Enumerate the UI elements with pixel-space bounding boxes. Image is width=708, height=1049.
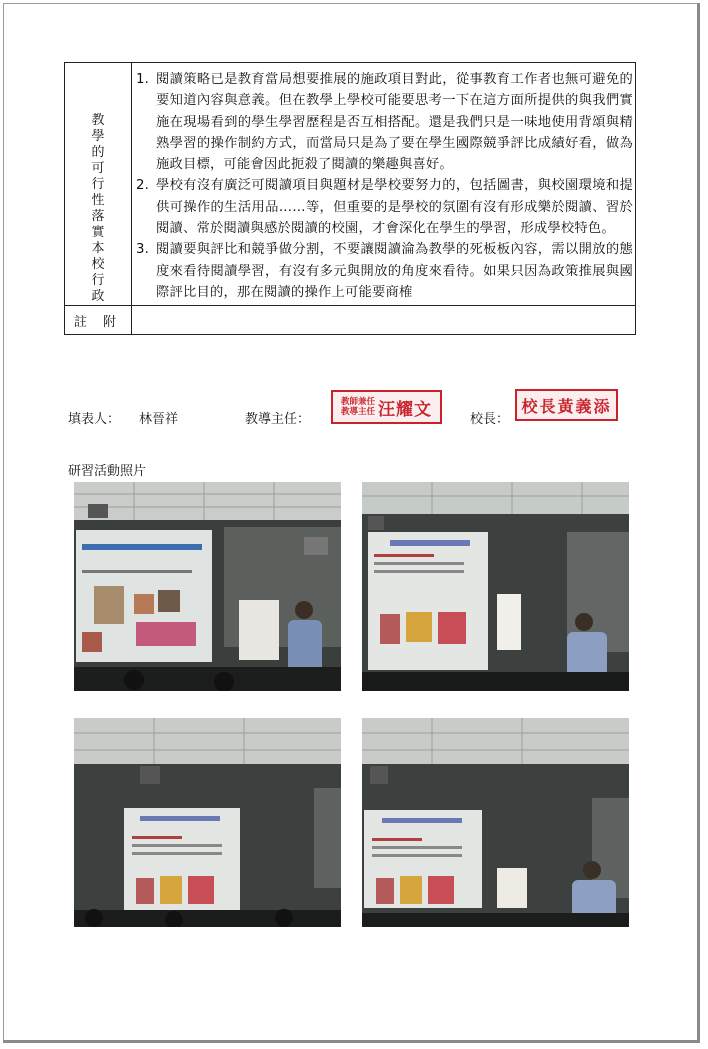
side-label-cell xyxy=(65,63,132,306)
content-cell xyxy=(132,63,636,306)
item-text: 閱讀策略已是教育當局想要推展的施政項目對此，從事教育工作者也無可避免的要知道內容與意義。但在教學上學校可能要思考一下在這方面所提供的與我們實施在現場看到的學生學習歷程是否互相搭配。還是我們只是一味地使用背頌與精熟學習的操作制約方式，而當局只是為了要在學生國際競爭評比成績好看，做為施政目標，可能會因此扼殺了閱讀的樂趣與喜好。 xyxy=(156,72,633,173)
side-label xyxy=(65,63,131,305)
note-value xyxy=(132,306,636,335)
side-label-char: 可 xyxy=(91,161,105,176)
side-label-char: 性 xyxy=(91,193,105,208)
side-label-char: 行 xyxy=(91,177,105,192)
activity-photo xyxy=(362,482,629,691)
evaluation-row xyxy=(65,63,636,306)
list-item xyxy=(136,69,633,175)
activity-photo xyxy=(74,718,341,927)
item-number: 3. xyxy=(136,242,150,258)
side-label-char: 學 xyxy=(91,129,105,144)
list-item xyxy=(136,175,633,239)
side-label-char: 落 xyxy=(91,209,105,224)
side-label-char: 教 xyxy=(91,113,105,128)
side-label-char: 本 xyxy=(91,241,105,256)
side-label-char: 行 xyxy=(91,273,105,288)
director-label: 教導主任： xyxy=(245,412,311,427)
filler-name: 林晉祥 xyxy=(139,412,179,427)
reflection-list xyxy=(132,63,635,305)
side-label-char: 的 xyxy=(91,145,105,160)
principal-label: 校長： xyxy=(470,412,510,427)
item-text: 學校有沒有廣泛可閱讀項目與題材是學校要努力的，包括圖書，與校園環境和提供可操作的生活用品……等，但重要的是學校的氛圍有沒有形成樂於閱讀、習於閱讀、常於閱讀與感於閱讀的校園，才會深化在學生的學習，形成學校特色。 xyxy=(156,178,633,237)
activity-photo xyxy=(74,482,341,691)
item-text: 閱讀要與評比和競爭做分割，不要讓閱讀淪為教學的死板板內容，需以開放的態度來看待閱讀學習，有沒有多元與開放的角度來看待。如果只因為政策推展與國際評比目的，那在閱讀的操作上可能要商榷 xyxy=(156,242,633,300)
side-label-char: 校 xyxy=(91,257,105,272)
item-number: 2. xyxy=(136,178,150,194)
filler-label: 填表人： xyxy=(68,412,121,427)
activity-photo xyxy=(362,718,629,927)
item-number: 1. xyxy=(136,72,150,87)
note-row xyxy=(65,306,636,335)
side-label-char: 實 xyxy=(91,225,105,240)
side-label-char: 政 xyxy=(91,289,105,304)
note-label: 註 附 xyxy=(65,306,132,335)
director-seal-title: 教師兼任 教導主任 xyxy=(340,397,375,417)
director-seal xyxy=(331,390,442,424)
director-seal-name: 汪耀文 xyxy=(378,399,432,420)
evaluation-table xyxy=(64,62,636,335)
photos-section-title: 研習活動照片 xyxy=(68,464,147,479)
principal-seal: 校長黃義添 xyxy=(515,389,618,421)
list-item xyxy=(136,239,633,303)
